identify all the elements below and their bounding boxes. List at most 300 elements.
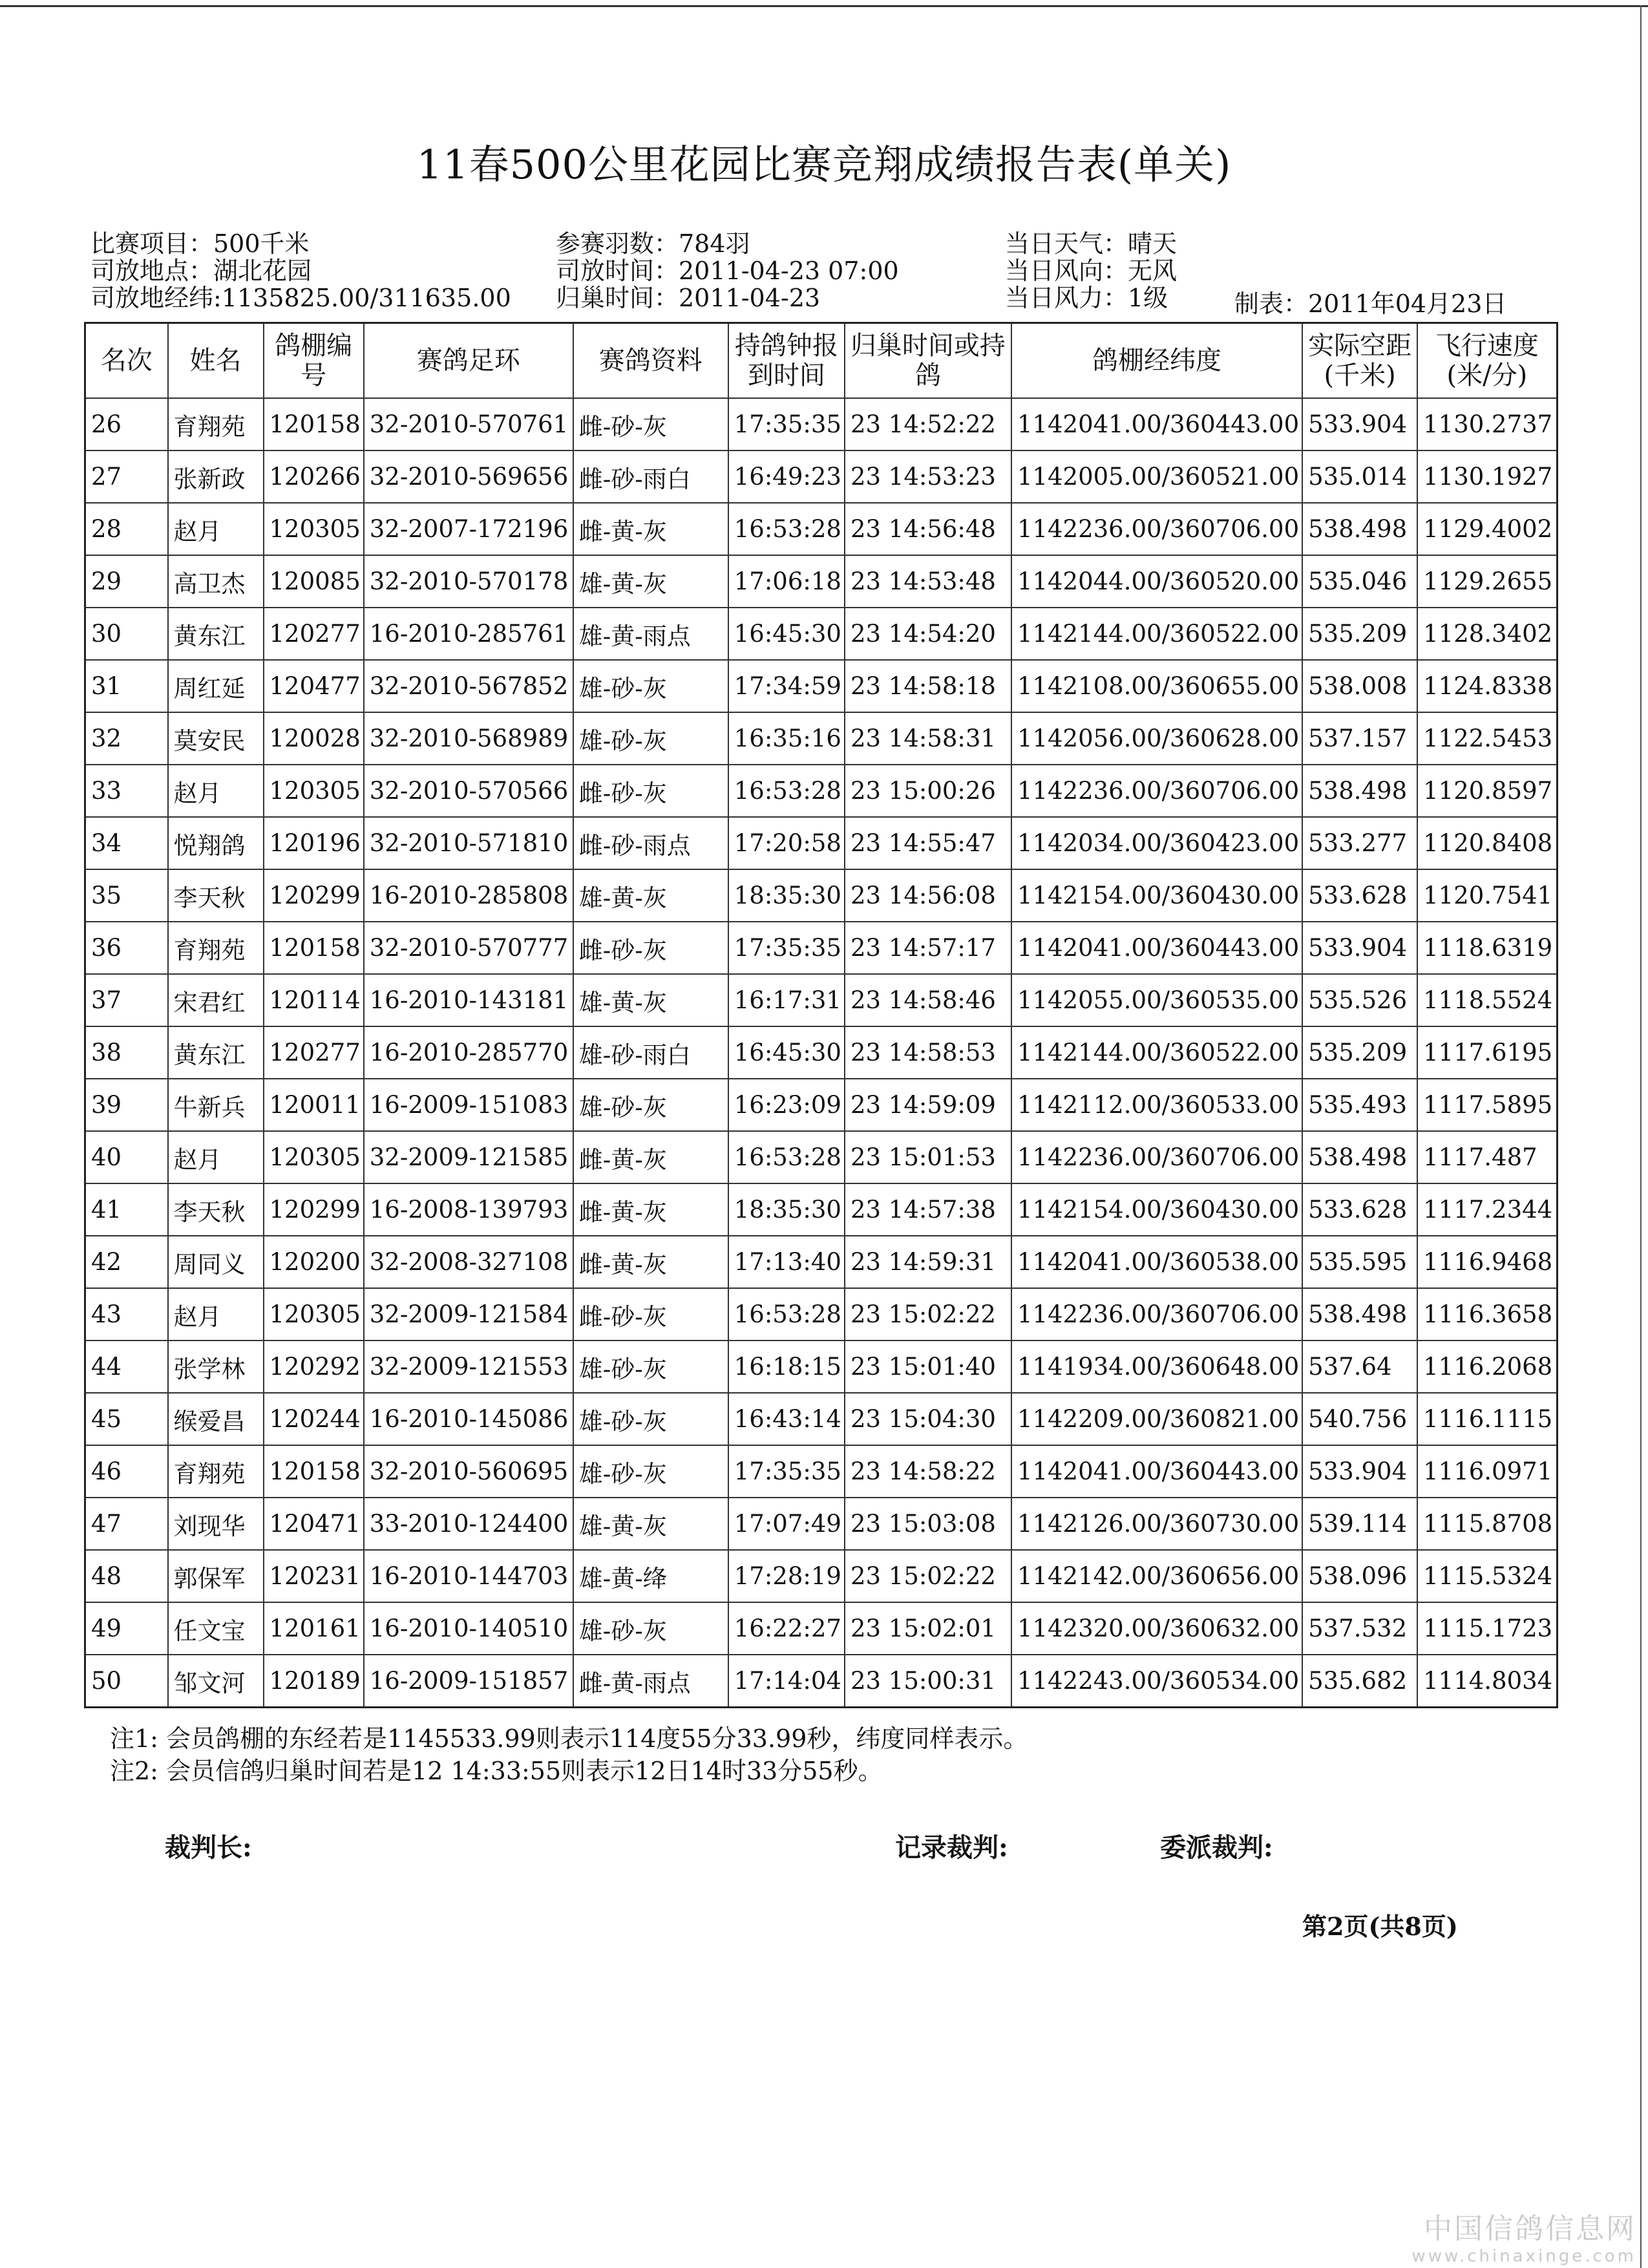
chief-judge-label: 裁判长: bbox=[165, 1832, 252, 1863]
cell-bird-info: 雌-砂-灰 bbox=[573, 398, 728, 450]
cell-rank: 43 bbox=[85, 1288, 168, 1341]
cell-loft-id: 120305 bbox=[264, 1288, 364, 1341]
cell-rank: 39 bbox=[85, 1079, 168, 1131]
cell-coordinates: 1142142.00/360656.00 bbox=[1011, 1550, 1302, 1602]
notes bbox=[110, 1722, 1028, 1787]
table-row bbox=[85, 1236, 1558, 1288]
cell-speed: 1117.6195 bbox=[1417, 1026, 1557, 1079]
cell-ring: 16-2008-139793 bbox=[364, 1183, 573, 1236]
cell-arrival: 23 14:56:48 bbox=[845, 503, 1011, 555]
cell-rank: 47 bbox=[85, 1498, 168, 1550]
cell-name: 任文宝 bbox=[168, 1602, 264, 1655]
cell-ring: 16-2009-151857 bbox=[364, 1655, 573, 1708]
table-header-row bbox=[85, 323, 1558, 399]
cell-distance: 533.628 bbox=[1302, 1183, 1417, 1236]
cell-rank: 32 bbox=[85, 712, 168, 765]
cell-coordinates: 1142108.00/360655.00 bbox=[1011, 660, 1302, 712]
cell-arrival: 23 14:56:08 bbox=[845, 869, 1011, 922]
cell-speed: 1120.8597 bbox=[1417, 765, 1557, 817]
cell-clock-time: 16:23:09 bbox=[728, 1079, 845, 1131]
cell-name: 郭保军 bbox=[168, 1550, 264, 1602]
cell-arrival: 23 15:02:22 bbox=[845, 1550, 1011, 1602]
cell-name: 育翔苑 bbox=[168, 922, 264, 974]
meta-item: 比赛项目：500千米 bbox=[90, 229, 310, 258]
cell-clock-time: 17:35:35 bbox=[728, 1445, 845, 1498]
cell-speed: 1116.3658 bbox=[1417, 1288, 1557, 1341]
cell-loft-id: 120266 bbox=[264, 450, 364, 503]
cell-loft-id: 120158 bbox=[264, 1445, 364, 1498]
table-row bbox=[85, 1079, 1558, 1131]
table-row bbox=[85, 1131, 1558, 1183]
cell-rank: 49 bbox=[85, 1602, 168, 1655]
cell-loft-id: 120292 bbox=[264, 1341, 364, 1393]
cell-rank: 37 bbox=[85, 974, 168, 1026]
cell-arrival: 23 14:54:20 bbox=[845, 608, 1011, 660]
cell-bird-info: 雄-砂-灰 bbox=[573, 660, 728, 712]
cell-speed: 1118.5524 bbox=[1417, 974, 1557, 1026]
cell-speed: 1115.1723 bbox=[1417, 1602, 1557, 1655]
header-bird-info: 赛鸽资料 bbox=[573, 323, 728, 399]
cell-name: 邹文河 bbox=[168, 1655, 264, 1708]
cell-ring: 32-2009-121585 bbox=[364, 1131, 573, 1183]
header-clock-time: 持鸽钟报到时间 bbox=[728, 323, 845, 399]
header-arrival: 归巢时间或持鸽 bbox=[845, 323, 1011, 399]
cell-loft-id: 120305 bbox=[264, 503, 364, 555]
scan-edge-right bbox=[1640, 5, 1642, 2268]
cell-distance: 538.498 bbox=[1302, 1131, 1417, 1183]
cell-coordinates: 1142236.00/360706.00 bbox=[1011, 1288, 1302, 1341]
cell-name: 赵月 bbox=[168, 765, 264, 817]
cell-ring: 16-2010-143181 bbox=[364, 974, 573, 1026]
cell-clock-time: 18:35:30 bbox=[728, 869, 845, 922]
table-row bbox=[85, 712, 1558, 765]
cell-clock-time: 16:53:28 bbox=[728, 503, 845, 555]
cell-distance: 538.008 bbox=[1302, 660, 1417, 712]
note-2: 注2: 会员信鸽归巢时间若是12 14:33:55则表示12日14时33分55秒。 bbox=[110, 1757, 883, 1785]
cell-name: 高卫杰 bbox=[168, 555, 264, 608]
cell-name: 赵月 bbox=[168, 1131, 264, 1183]
cell-loft-id: 120158 bbox=[264, 398, 364, 450]
cell-rank: 46 bbox=[85, 1445, 168, 1498]
cell-bird-info: 雄-黄-雨点 bbox=[573, 608, 728, 660]
cell-arrival: 23 15:02:01 bbox=[845, 1602, 1011, 1655]
cell-name: 刘现华 bbox=[168, 1498, 264, 1550]
cell-ring: 32-2010-568989 bbox=[364, 712, 573, 765]
cell-loft-id: 120299 bbox=[264, 869, 364, 922]
cell-coordinates: 1142055.00/360535.00 bbox=[1011, 974, 1302, 1026]
cell-name: 张新政 bbox=[168, 450, 264, 503]
cell-coordinates: 1142005.00/360521.00 bbox=[1011, 450, 1302, 503]
cell-name: 张学林 bbox=[168, 1341, 264, 1393]
table-row bbox=[85, 974, 1558, 1026]
cell-distance: 539.114 bbox=[1302, 1498, 1417, 1550]
cell-coordinates: 1142154.00/360430.00 bbox=[1011, 869, 1302, 922]
cell-clock-time: 18:35:30 bbox=[728, 1183, 845, 1236]
cell-loft-id: 120299 bbox=[264, 1183, 364, 1236]
table-row bbox=[85, 555, 1558, 608]
cell-rank: 36 bbox=[85, 922, 168, 974]
cell-speed: 1130.2737 bbox=[1417, 398, 1557, 450]
cell-coordinates: 1142236.00/360706.00 bbox=[1011, 765, 1302, 817]
cell-clock-time: 16:53:28 bbox=[728, 765, 845, 817]
page-indicator: 第2页(共8页) bbox=[1302, 1912, 1458, 1941]
cell-loft-id: 120244 bbox=[264, 1393, 364, 1445]
table-row bbox=[85, 765, 1558, 817]
header-name: 姓名 bbox=[168, 323, 264, 399]
cell-coordinates: 1142126.00/360730.00 bbox=[1011, 1498, 1302, 1550]
cell-arrival: 23 15:03:08 bbox=[845, 1498, 1011, 1550]
cell-speed: 1129.2655 bbox=[1417, 555, 1557, 608]
cell-bird-info: 雌-黄-雨点 bbox=[573, 1655, 728, 1708]
cell-speed: 1117.2344 bbox=[1417, 1183, 1557, 1236]
table-row bbox=[85, 1393, 1558, 1445]
cell-arrival: 23 14:58:18 bbox=[845, 660, 1011, 712]
meta-item: 归巢时间：2011-04-23 bbox=[556, 284, 821, 312]
cell-bird-info: 雌-砂-灰 bbox=[573, 765, 728, 817]
cell-clock-time: 16:49:23 bbox=[728, 450, 845, 503]
cell-ring: 16-2010-144703 bbox=[364, 1550, 573, 1602]
cell-loft-id: 120200 bbox=[264, 1236, 364, 1288]
cell-clock-time: 16:17:31 bbox=[728, 974, 845, 1026]
cell-ring: 32-2010-571810 bbox=[364, 817, 573, 869]
cell-name: 缑爱昌 bbox=[168, 1393, 264, 1445]
cell-bird-info: 雌-砂-雨点 bbox=[573, 817, 728, 869]
cell-clock-time: 16:35:16 bbox=[728, 712, 845, 765]
cell-bird-info: 雄-黄-灰 bbox=[573, 869, 728, 922]
cell-rank: 45 bbox=[85, 1393, 168, 1445]
cell-loft-id: 120011 bbox=[264, 1079, 364, 1131]
cell-speed: 1115.5324 bbox=[1417, 1550, 1557, 1602]
cell-speed: 1128.3402 bbox=[1417, 608, 1557, 660]
watermark-url: www.chinaxinge.com bbox=[1411, 2247, 1636, 2266]
cell-coordinates: 1142243.00/360534.00 bbox=[1011, 1655, 1302, 1708]
cell-arrival: 23 14:53:23 bbox=[845, 450, 1011, 503]
cell-name: 莫安民 bbox=[168, 712, 264, 765]
cell-distance: 538.498 bbox=[1302, 765, 1417, 817]
meta-item: 司放地经纬:1135825.00/311635.00 bbox=[90, 284, 511, 312]
cell-arrival: 23 14:59:09 bbox=[845, 1079, 1011, 1131]
cell-rank: 31 bbox=[85, 660, 168, 712]
cell-ring: 32-2010-570178 bbox=[364, 555, 573, 608]
watermark-text: 中国信鸽信息网 bbox=[1424, 2212, 1636, 2245]
cell-coordinates: 1142056.00/360628.00 bbox=[1011, 712, 1302, 765]
cell-bird-info: 雄-砂-灰 bbox=[573, 1341, 728, 1393]
cell-ring: 32-2010-560695 bbox=[364, 1445, 573, 1498]
table-row bbox=[85, 1602, 1558, 1655]
cell-rank: 26 bbox=[85, 398, 168, 450]
cell-speed: 1114.8034 bbox=[1417, 1655, 1557, 1708]
cell-rank: 42 bbox=[85, 1236, 168, 1288]
cell-distance: 535.014 bbox=[1302, 450, 1417, 503]
cell-speed: 1118.6319 bbox=[1417, 922, 1557, 974]
cell-clock-time: 16:18:15 bbox=[728, 1341, 845, 1393]
cell-distance: 533.904 bbox=[1302, 398, 1417, 450]
cell-distance: 535.493 bbox=[1302, 1079, 1417, 1131]
cell-name: 黄东江 bbox=[168, 608, 264, 660]
cell-distance: 533.277 bbox=[1302, 817, 1417, 869]
cell-bird-info: 雄-黄-灰 bbox=[573, 1498, 728, 1550]
table-row bbox=[85, 817, 1558, 869]
cell-clock-time: 17:28:19 bbox=[728, 1550, 845, 1602]
cell-arrival: 23 15:04:30 bbox=[845, 1393, 1011, 1445]
cell-arrival: 23 14:58:22 bbox=[845, 1445, 1011, 1498]
cell-loft-id: 120161 bbox=[264, 1602, 364, 1655]
cell-loft-id: 120277 bbox=[264, 1026, 364, 1079]
cell-loft-id: 120305 bbox=[264, 1131, 364, 1183]
note-1: 注1: 会员鸽棚的东经若是1145533.99则表示114度55分33.99秒，纬度同样表示。 bbox=[110, 1724, 1028, 1753]
cell-name: 周红延 bbox=[168, 660, 264, 712]
cell-speed: 1115.8708 bbox=[1417, 1498, 1557, 1550]
table-row bbox=[85, 1341, 1558, 1393]
cell-name: 赵月 bbox=[168, 1288, 264, 1341]
cell-bird-info: 雄-砂-雨白 bbox=[573, 1026, 728, 1079]
cell-loft-id: 120028 bbox=[264, 712, 364, 765]
cell-coordinates: 1142034.00/360423.00 bbox=[1011, 817, 1302, 869]
cell-coordinates: 1142112.00/360533.00 bbox=[1011, 1079, 1302, 1131]
cell-loft-id: 120471 bbox=[264, 1498, 364, 1550]
cell-name: 李天秋 bbox=[168, 869, 264, 922]
cell-arrival: 23 14:57:17 bbox=[845, 922, 1011, 974]
meta-left-block bbox=[90, 229, 511, 311]
cell-name: 育翔苑 bbox=[168, 1445, 264, 1498]
table-row bbox=[85, 398, 1558, 450]
cell-ring: 16-2009-151083 bbox=[364, 1079, 573, 1131]
cell-coordinates: 1142209.00/360821.00 bbox=[1011, 1393, 1302, 1445]
table-row bbox=[85, 1288, 1558, 1341]
cell-arrival: 23 15:02:22 bbox=[845, 1288, 1011, 1341]
cell-clock-time: 17:35:35 bbox=[728, 398, 845, 450]
cell-distance: 535.046 bbox=[1302, 555, 1417, 608]
cell-rank: 50 bbox=[85, 1655, 168, 1708]
cell-ring: 16-2010-145086 bbox=[364, 1393, 573, 1445]
cell-rank: 40 bbox=[85, 1131, 168, 1183]
meta-item: 当日天气：晴天 bbox=[1005, 229, 1178, 258]
cell-arrival: 23 14:52:22 bbox=[845, 398, 1011, 450]
cell-arrival: 23 15:00:31 bbox=[845, 1655, 1011, 1708]
header-rank: 名次 bbox=[85, 323, 168, 399]
cell-name: 悦翔鸽 bbox=[168, 817, 264, 869]
cell-clock-time: 16:53:28 bbox=[728, 1288, 845, 1341]
cell-bird-info: 雌-黄-灰 bbox=[573, 503, 728, 555]
table-row bbox=[85, 1026, 1558, 1079]
cell-bird-info: 雌-砂-灰 bbox=[573, 922, 728, 974]
cell-clock-time: 17:20:58 bbox=[728, 817, 845, 869]
cell-loft-id: 120158 bbox=[264, 922, 364, 974]
cell-coordinates: 1142144.00/360522.00 bbox=[1011, 1026, 1302, 1079]
cell-clock-time: 17:35:35 bbox=[728, 922, 845, 974]
cell-bird-info: 雄-黄-绛 bbox=[573, 1550, 728, 1602]
cell-loft-id: 120196 bbox=[264, 817, 364, 869]
table-row bbox=[85, 1498, 1558, 1550]
cell-speed: 1116.2068 bbox=[1417, 1341, 1557, 1393]
made-date: 制表：2011年04月23日 bbox=[1234, 290, 1507, 318]
cell-name: 宋君红 bbox=[168, 974, 264, 1026]
cell-coordinates: 1142041.00/360538.00 bbox=[1011, 1236, 1302, 1288]
cell-bird-info: 雌-黄-灰 bbox=[573, 1236, 728, 1288]
record-judge-label: 记录裁判: bbox=[895, 1832, 1008, 1863]
cell-clock-time: 16:22:27 bbox=[728, 1602, 845, 1655]
header-ring: 赛鸽足环 bbox=[364, 323, 573, 399]
cell-coordinates: 1142144.00/360522.00 bbox=[1011, 608, 1302, 660]
cell-ring: 32-2010-569656 bbox=[364, 450, 573, 503]
cell-arrival: 23 15:01:53 bbox=[845, 1131, 1011, 1183]
cell-name: 牛新兵 bbox=[168, 1079, 264, 1131]
cell-speed: 1116.9468 bbox=[1417, 1236, 1557, 1288]
cell-distance: 537.157 bbox=[1302, 712, 1417, 765]
cell-arrival: 23 14:55:47 bbox=[845, 817, 1011, 869]
cell-ring: 32-2008-327108 bbox=[364, 1236, 573, 1288]
cell-rank: 30 bbox=[85, 608, 168, 660]
cell-coordinates: 1142041.00/360443.00 bbox=[1011, 1445, 1302, 1498]
cell-arrival: 23 14:58:53 bbox=[845, 1026, 1011, 1079]
cell-bird-info: 雄-砂-灰 bbox=[573, 1602, 728, 1655]
cell-arrival: 23 14:58:46 bbox=[845, 974, 1011, 1026]
table-row bbox=[85, 660, 1558, 712]
cell-name: 育翔苑 bbox=[168, 398, 264, 450]
cell-loft-id: 120114 bbox=[264, 974, 364, 1026]
meta-item: 司放时间：2011-04-23 07:00 bbox=[556, 257, 899, 285]
cell-bird-info: 雌-砂-雨白 bbox=[573, 450, 728, 503]
cell-arrival: 23 14:53:48 bbox=[845, 555, 1011, 608]
cell-arrival: 23 14:58:31 bbox=[845, 712, 1011, 765]
cell-rank: 28 bbox=[85, 503, 168, 555]
table-row bbox=[85, 1445, 1558, 1498]
table-row bbox=[85, 608, 1558, 660]
cell-speed: 1116.1115 bbox=[1417, 1393, 1557, 1445]
meta-item: 当日风力：1级 bbox=[1005, 284, 1168, 312]
cell-clock-time: 17:13:40 bbox=[728, 1236, 845, 1288]
cell-distance: 533.904 bbox=[1302, 1445, 1417, 1498]
cell-bird-info: 雄-黄-灰 bbox=[573, 555, 728, 608]
cell-loft-id: 120477 bbox=[264, 660, 364, 712]
cell-speed: 1116.0971 bbox=[1417, 1445, 1557, 1498]
cell-name: 周同义 bbox=[168, 1236, 264, 1288]
cell-speed: 1117.5895 bbox=[1417, 1079, 1557, 1131]
cell-speed: 1120.7541 bbox=[1417, 869, 1557, 922]
cell-arrival: 23 15:01:40 bbox=[845, 1341, 1011, 1393]
cell-speed: 1129.4002 bbox=[1417, 503, 1557, 555]
assigned-judge-label: 委派裁判: bbox=[1160, 1832, 1273, 1863]
table-row bbox=[85, 1183, 1558, 1236]
header-distance: 实际空距(千米) bbox=[1302, 323, 1417, 399]
cell-distance: 535.682 bbox=[1302, 1655, 1417, 1708]
cell-ring: 16-2010-285761 bbox=[364, 608, 573, 660]
cell-distance: 538.498 bbox=[1302, 1288, 1417, 1341]
cell-coordinates: 1142236.00/360706.00 bbox=[1011, 503, 1302, 555]
table-row bbox=[85, 922, 1558, 974]
cell-speed: 1120.8408 bbox=[1417, 817, 1557, 869]
cell-arrival: 23 14:59:31 bbox=[845, 1236, 1011, 1288]
cell-ring: 16-2010-140510 bbox=[364, 1602, 573, 1655]
cell-ring: 32-2009-121553 bbox=[364, 1341, 573, 1393]
cell-bird-info: 雄-砂-灰 bbox=[573, 712, 728, 765]
cell-rank: 27 bbox=[85, 450, 168, 503]
cell-rank: 41 bbox=[85, 1183, 168, 1236]
watermark bbox=[1412, 2205, 1636, 2266]
cell-coordinates: 1142041.00/360443.00 bbox=[1011, 398, 1302, 450]
cell-coordinates: 1142044.00/360520.00 bbox=[1011, 555, 1302, 608]
cell-rank: 38 bbox=[85, 1026, 168, 1079]
cell-bird-info: 雄-砂-灰 bbox=[573, 1079, 728, 1131]
cell-distance: 535.209 bbox=[1302, 608, 1417, 660]
cell-distance: 538.498 bbox=[1302, 503, 1417, 555]
cell-distance: 538.096 bbox=[1302, 1550, 1417, 1602]
cell-name: 赵月 bbox=[168, 503, 264, 555]
cell-distance: 537.532 bbox=[1302, 1602, 1417, 1655]
cell-clock-time: 17:06:18 bbox=[728, 555, 845, 608]
table-row bbox=[85, 450, 1558, 503]
header-coordinates: 鸽棚经纬度 bbox=[1011, 323, 1302, 399]
cell-ring: 32-2009-121584 bbox=[364, 1288, 573, 1341]
cell-ring: 33-2010-124400 bbox=[364, 1498, 573, 1550]
cell-loft-id: 120305 bbox=[264, 765, 364, 817]
header-loft-id: 鸽棚编号 bbox=[264, 323, 364, 399]
scan-edge-top bbox=[0, 5, 1648, 7]
cell-speed: 1124.8338 bbox=[1417, 660, 1557, 712]
meta-item: 当日风向：无风 bbox=[1005, 257, 1178, 285]
cell-arrival: 23 14:57:38 bbox=[845, 1183, 1011, 1236]
cell-coordinates: 1142320.00/360632.00 bbox=[1011, 1602, 1302, 1655]
cell-clock-time: 17:14:04 bbox=[728, 1655, 845, 1708]
cell-distance: 535.595 bbox=[1302, 1236, 1417, 1288]
cell-distance: 540.756 bbox=[1302, 1393, 1417, 1445]
cell-name: 李天秋 bbox=[168, 1183, 264, 1236]
cell-loft-id: 120231 bbox=[264, 1550, 364, 1602]
cell-loft-id: 120189 bbox=[264, 1655, 364, 1708]
cell-clock-time: 16:43:14 bbox=[728, 1393, 845, 1445]
cell-rank: 44 bbox=[85, 1341, 168, 1393]
cell-rank: 35 bbox=[85, 869, 168, 922]
table-row bbox=[85, 1550, 1558, 1602]
results-table bbox=[84, 322, 1558, 1708]
cell-rank: 33 bbox=[85, 765, 168, 817]
cell-clock-time: 16:53:28 bbox=[728, 1131, 845, 1183]
cell-distance: 535.209 bbox=[1302, 1026, 1417, 1079]
meta-item: 司放地点：湖北花园 bbox=[90, 257, 312, 285]
cell-distance: 535.526 bbox=[1302, 974, 1417, 1026]
cell-bird-info: 雌-黄-灰 bbox=[573, 1183, 728, 1236]
table-row bbox=[85, 503, 1558, 555]
cell-loft-id: 120277 bbox=[264, 608, 364, 660]
cell-name: 黄东江 bbox=[168, 1026, 264, 1079]
cell-clock-time: 17:34:59 bbox=[728, 660, 845, 712]
cell-rank: 48 bbox=[85, 1550, 168, 1602]
cell-clock-time: 17:07:49 bbox=[728, 1498, 845, 1550]
cell-ring: 32-2010-570777 bbox=[364, 922, 573, 974]
meta-mid-block bbox=[556, 229, 899, 311]
cell-bird-info: 雌-砂-灰 bbox=[573, 1288, 728, 1341]
meta-right-block bbox=[1005, 229, 1177, 311]
cell-bird-info: 雌-黄-灰 bbox=[573, 1131, 728, 1183]
cell-arrival: 23 15:00:26 bbox=[845, 765, 1011, 817]
table-row bbox=[85, 869, 1558, 922]
cell-clock-time: 16:45:30 bbox=[728, 1026, 845, 1079]
report-title: 11春500公里花园比赛竞翔成绩报告表(单关) bbox=[416, 141, 1232, 188]
cell-ring: 32-2010-570566 bbox=[364, 765, 573, 817]
cell-bird-info: 雄-黄-灰 bbox=[573, 974, 728, 1026]
cell-rank: 34 bbox=[85, 817, 168, 869]
cell-speed: 1122.5453 bbox=[1417, 712, 1557, 765]
cell-ring: 32-2010-570761 bbox=[364, 398, 573, 450]
header-speed: 飞行速度(米/分) bbox=[1417, 323, 1557, 399]
cell-coordinates: 1142236.00/360706.00 bbox=[1011, 1131, 1302, 1183]
table-row bbox=[85, 1655, 1558, 1708]
cell-bird-info: 雄-砂-灰 bbox=[573, 1393, 728, 1445]
cell-coordinates: 1142154.00/360430.00 bbox=[1011, 1183, 1302, 1236]
cell-ring: 32-2007-172196 bbox=[364, 503, 573, 555]
cell-distance: 533.904 bbox=[1302, 922, 1417, 974]
cell-rank: 29 bbox=[85, 555, 168, 608]
